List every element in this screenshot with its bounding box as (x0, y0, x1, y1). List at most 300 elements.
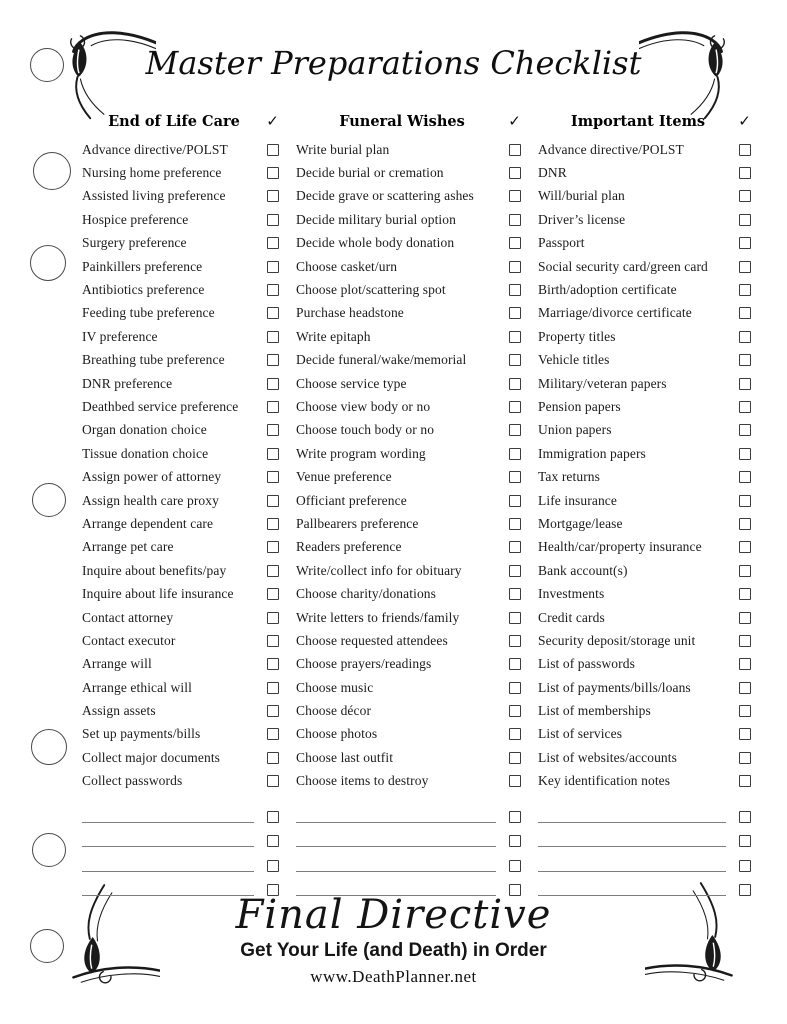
item-checkbox[interactable] (739, 167, 751, 179)
item-checkbox[interactable] (267, 237, 279, 249)
item-checkbox[interactable] (509, 518, 521, 530)
item-checkbox[interactable] (267, 811, 279, 823)
write-in-line[interactable] (82, 869, 254, 872)
checklist-row (82, 161, 279, 184)
item-label: Advance directive/POLST (82, 141, 228, 157)
brand-website: www.DeathPlanner.net (310, 967, 477, 986)
checklist-row (82, 185, 279, 208)
checklist-row (538, 770, 751, 793)
checklist-row (538, 185, 751, 208)
checklist-row (82, 325, 279, 348)
item-checkbox[interactable] (509, 284, 521, 296)
checklist-row (296, 138, 521, 161)
item-label: Assisted living preference (82, 188, 226, 204)
checklist-row (82, 582, 279, 605)
item-checkbox[interactable] (267, 190, 279, 202)
item-label: Contact executor (82, 632, 176, 648)
item-label: Officiant preference (296, 492, 407, 508)
checklist-row (296, 278, 521, 301)
write-in-row (538, 823, 751, 847)
item-checkbox[interactable] (739, 705, 751, 717)
item-checkbox[interactable] (509, 495, 521, 507)
item-label: Painkillers preference (82, 258, 203, 274)
checklist-row (538, 653, 751, 676)
item-label: Contact attorney (82, 609, 174, 625)
checklist-row (538, 536, 751, 559)
checklist-row (538, 489, 751, 512)
item-label: Breathing tube preference (82, 352, 225, 368)
checklist-row (82, 606, 279, 629)
checklist-row (296, 770, 521, 793)
item-checkbox[interactable] (739, 424, 751, 436)
item-label: Will/burial plan (538, 188, 625, 204)
checklist-row (538, 746, 751, 769)
item-checkbox[interactable] (267, 424, 279, 436)
write-in-row (538, 799, 751, 823)
item-label: List of services (538, 726, 623, 742)
item-checkbox[interactable] (267, 705, 279, 717)
item-checkbox[interactable] (739, 682, 751, 694)
checklist-row (538, 699, 751, 722)
item-checkbox[interactable] (267, 378, 279, 390)
item-label: Write letters to friends/family (296, 609, 460, 625)
item-checkbox[interactable] (739, 237, 751, 249)
item-label: DNR (538, 165, 567, 181)
column-header (538, 104, 751, 138)
item-label: DNR preference (82, 375, 173, 391)
column-header-label: Funeral Wishes (339, 112, 465, 130)
item-label: Choose items to destroy (296, 773, 429, 789)
checklist-row (296, 465, 521, 488)
checklist-row (538, 138, 751, 161)
checklist-row (296, 559, 521, 582)
item-checkbox[interactable] (739, 541, 751, 553)
item-checkbox[interactable] (739, 261, 751, 273)
item-checkbox[interactable] (739, 307, 751, 319)
item-checkbox[interactable] (267, 448, 279, 460)
write-in-line[interactable] (538, 844, 726, 847)
item-checkbox[interactable] (509, 635, 521, 647)
item-label: Social security card/green card (538, 258, 708, 274)
checklist-row (538, 372, 751, 395)
item-label: Tissue donation choice (82, 445, 209, 461)
item-label: Health/car/property insurance (538, 539, 702, 555)
item-checkbox[interactable] (267, 835, 279, 847)
item-checkbox[interactable] (509, 835, 521, 847)
checklist-row (82, 372, 279, 395)
checklist-row (538, 395, 751, 418)
checklist-columns (82, 104, 751, 896)
item-label: Credit cards (538, 609, 605, 625)
item-checkbox[interactable] (267, 612, 279, 624)
item-checkbox[interactable] (509, 752, 521, 764)
item-checkbox[interactable] (267, 565, 279, 577)
item-checkbox[interactable] (267, 541, 279, 553)
item-label: Readers preference (296, 539, 402, 555)
item-checkbox[interactable] (509, 214, 521, 226)
item-label: Decide whole body donation (296, 235, 455, 251)
column-header-label: Important Items (570, 112, 706, 130)
checklist-row (82, 278, 279, 301)
item-checkbox[interactable] (509, 541, 521, 553)
item-label: Decide military burial option (296, 211, 456, 227)
item-checkbox[interactable] (509, 682, 521, 694)
item-checkbox[interactable] (267, 144, 279, 156)
item-label: Assign power of attorney (82, 469, 222, 485)
item-checkbox[interactable] (509, 658, 521, 670)
checklist-row (296, 582, 521, 605)
item-checkbox[interactable] (509, 448, 521, 460)
item-label: Birth/adoption certificate (538, 282, 677, 298)
item-checkbox[interactable] (267, 331, 279, 343)
item-label: Nursing home preference (82, 165, 222, 181)
hole-punch-circle (31, 729, 67, 765)
checklist-row (296, 723, 521, 746)
item-label: Union papers (538, 422, 612, 438)
write-in-line[interactable] (296, 869, 496, 872)
item-label: List of payments/bills/loans (538, 679, 691, 695)
item-label: Decide grave or scattering ashes (296, 188, 474, 204)
item-checkbox[interactable] (509, 237, 521, 249)
item-label: Collect passwords (82, 773, 183, 789)
checklist-row (82, 302, 279, 325)
checklist-row (82, 699, 279, 722)
item-label: Choose requested attendees (296, 632, 448, 648)
item-label: Arrange pet care (82, 539, 174, 555)
checklist-column (538, 104, 751, 896)
item-checkbox[interactable] (509, 354, 521, 366)
checklist-row (296, 349, 521, 372)
hole-punch-circle (33, 152, 71, 190)
item-checkbox[interactable] (739, 495, 751, 507)
checklist-row (82, 138, 279, 161)
item-label: Mortgage/lease (538, 515, 623, 531)
item-label: Military/veteran papers (538, 375, 667, 391)
write-in-section (82, 799, 279, 896)
item-checkbox[interactable] (267, 775, 279, 787)
item-checkbox[interactable] (509, 775, 521, 787)
checklist-row (82, 723, 279, 746)
item-label: Deathbed service preference (82, 398, 239, 414)
checklist-row (296, 699, 521, 722)
item-checkbox[interactable] (509, 612, 521, 624)
item-label: Feeding tube preference (82, 305, 215, 321)
item-checkbox[interactable] (509, 190, 521, 202)
checklist-row (296, 442, 521, 465)
item-checkbox[interactable] (739, 565, 751, 577)
checklist-row (296, 536, 521, 559)
item-label: Arrange dependent care (82, 515, 214, 531)
item-label: Write epitaph (296, 328, 371, 344)
write-in-row (82, 823, 279, 847)
footer (0, 891, 787, 987)
checklist-row (296, 629, 521, 652)
item-checkbox[interactable] (509, 424, 521, 436)
item-checkbox[interactable] (267, 682, 279, 694)
checklist-row (82, 349, 279, 372)
item-checkbox[interactable] (509, 811, 521, 823)
checklist-row (82, 232, 279, 255)
item-checkbox[interactable] (739, 401, 751, 413)
item-checkbox[interactable] (267, 518, 279, 530)
checklist-row (82, 653, 279, 676)
item-label: Decide burial or cremation (296, 165, 444, 181)
checklist-row (296, 208, 521, 231)
item-label: Driver’s license (538, 211, 626, 227)
item-checkbox[interactable] (267, 401, 279, 413)
item-checkbox[interactable] (267, 495, 279, 507)
checklist-row (82, 629, 279, 652)
checklist-row (538, 606, 751, 629)
checklist-row (296, 255, 521, 278)
checklist-row (82, 465, 279, 488)
checklist-row (296, 419, 521, 442)
item-label: Choose plot/scattering spot (296, 282, 446, 298)
checklist-row (296, 372, 521, 395)
item-label: Choose view body or no (296, 398, 431, 414)
hole-punch-circle (30, 245, 66, 281)
item-label: Choose charity/donations (296, 586, 437, 602)
item-label: Assign health care proxy (82, 492, 219, 508)
item-label: Inquire about life insurance (82, 586, 234, 602)
checklist-row (82, 489, 279, 512)
item-label: Vehicle titles (538, 352, 610, 368)
item-label: Set up payments/bills (82, 726, 201, 742)
item-checkbox[interactable] (739, 471, 751, 483)
item-checkbox[interactable] (509, 401, 521, 413)
checklist-row (538, 349, 751, 372)
checklist-row (296, 746, 521, 769)
checklist-row (296, 606, 521, 629)
checklist-row (538, 723, 751, 746)
item-checkbox[interactable] (739, 518, 751, 530)
item-label: Collect major documents (82, 749, 221, 765)
checklist-row (82, 419, 279, 442)
item-label: Surgery preference (82, 235, 187, 251)
checklist-row (538, 419, 751, 442)
item-label: Property titles (538, 328, 616, 344)
item-label: List of memberships (538, 703, 651, 719)
checklist-row (296, 185, 521, 208)
column-header-label: End of Life Care (108, 112, 240, 130)
checklist-row (538, 442, 751, 465)
item-checkbox[interactable] (739, 214, 751, 226)
item-checkbox[interactable] (509, 728, 521, 740)
item-checkbox[interactable] (267, 658, 279, 670)
item-label: Arrange ethical will (82, 679, 192, 695)
item-label: Key identification notes (538, 773, 671, 789)
item-checkbox[interactable] (509, 860, 521, 872)
item-checkbox[interactable] (739, 612, 751, 624)
brand-logo: Final Directive (235, 892, 552, 938)
item-checkbox[interactable] (267, 284, 279, 296)
item-checkbox[interactable] (509, 565, 521, 577)
item-checkbox[interactable] (267, 728, 279, 740)
write-in-line[interactable] (538, 820, 726, 823)
item-checkbox[interactable] (267, 635, 279, 647)
checklist-row (296, 302, 521, 325)
item-label: Write/collect info for obituary (296, 562, 462, 578)
item-checkbox[interactable] (267, 214, 279, 226)
item-label: Bank account(s) (538, 562, 628, 578)
write-in-row (82, 799, 279, 823)
write-in-row (296, 823, 521, 847)
write-in-row (296, 799, 521, 823)
item-label: Arrange will (82, 656, 152, 672)
checklist-row (538, 232, 751, 255)
checklist-row (538, 302, 751, 325)
item-label: Write burial plan (296, 141, 390, 157)
item-checkbox[interactable] (739, 811, 751, 823)
item-label: Choose décor (296, 703, 372, 719)
item-label: Choose music (296, 679, 374, 695)
item-label: Choose casket/urn (296, 258, 398, 274)
item-checkbox[interactable] (509, 705, 521, 717)
checklist-row (538, 278, 751, 301)
item-checkbox[interactable] (267, 860, 279, 872)
item-label: Passport (538, 235, 585, 251)
checklist-row (82, 395, 279, 418)
checklist-row (538, 676, 751, 699)
item-label: Inquire about benefits/pay (82, 562, 227, 578)
item-label: Marriage/divorce certificate (538, 305, 692, 321)
item-checkbox[interactable] (267, 307, 279, 319)
item-checkbox[interactable] (739, 190, 751, 202)
checklist-row (538, 559, 751, 582)
item-label: Choose photos (296, 726, 378, 742)
item-checkbox[interactable] (509, 261, 521, 273)
checklist-row (538, 208, 751, 231)
header-checkmark-icon: ✓ (738, 112, 751, 130)
item-checkbox[interactable] (739, 144, 751, 156)
checklist-row (296, 232, 521, 255)
item-checkbox[interactable] (739, 775, 751, 787)
item-label: Antibiotics preference (82, 282, 205, 298)
checklist-row (538, 629, 751, 652)
item-label: Life insurance (538, 492, 617, 508)
write-in-row (296, 847, 521, 871)
item-checkbox[interactable] (739, 835, 751, 847)
item-label: Purchase headstone (296, 305, 404, 321)
checklist-row (82, 770, 279, 793)
item-label: Advance directive/POLST (538, 141, 684, 157)
item-checkbox[interactable] (509, 378, 521, 390)
checklist-row (296, 653, 521, 676)
column-header (82, 104, 279, 138)
item-label: Tax returns (538, 469, 601, 485)
write-in-line[interactable] (296, 820, 496, 823)
write-in-line[interactable] (538, 869, 726, 872)
item-label: Assign assets (82, 703, 156, 719)
column-header (296, 104, 521, 138)
item-checkbox[interactable] (509, 144, 521, 156)
item-checkbox[interactable] (509, 331, 521, 343)
item-label: Immigration papers (538, 445, 646, 461)
hole-punch-circle (32, 833, 66, 867)
checklist-row (538, 512, 751, 535)
write-in-row (82, 847, 279, 871)
item-label: List of passwords (538, 656, 635, 672)
checklist-row (538, 582, 751, 605)
item-checkbox[interactable] (739, 728, 751, 740)
checklist-row (82, 536, 279, 559)
checklist-row (296, 489, 521, 512)
header-checkmark-icon: ✓ (508, 112, 521, 130)
item-checkbox[interactable] (739, 354, 751, 366)
checklist-row (82, 746, 279, 769)
write-in-row (538, 847, 751, 871)
item-checkbox[interactable] (739, 448, 751, 460)
item-label: Choose last outfit (296, 749, 394, 765)
item-checkbox[interactable] (509, 588, 521, 600)
checklist-row (82, 442, 279, 465)
item-checkbox[interactable] (267, 261, 279, 273)
item-checkbox[interactable] (267, 167, 279, 179)
item-checkbox[interactable] (267, 588, 279, 600)
item-label: Organ donation choice (82, 422, 207, 438)
checklist-row (82, 559, 279, 582)
checklist-row (538, 161, 751, 184)
header-checkmark-icon: ✓ (266, 112, 279, 130)
item-checkbox[interactable] (509, 167, 521, 179)
write-in-section (538, 799, 751, 896)
write-in-line[interactable] (296, 844, 496, 847)
write-in-line[interactable] (82, 820, 254, 823)
checklist-row (538, 325, 751, 348)
write-in-line[interactable] (82, 844, 254, 847)
item-label: Security deposit/storage unit (538, 632, 696, 648)
checklist-row (538, 255, 751, 278)
item-checkbox[interactable] (739, 588, 751, 600)
item-label: Choose service type (296, 375, 407, 391)
item-checkbox[interactable] (739, 658, 751, 670)
hole-punch-circle (32, 483, 66, 517)
checklist-column (296, 104, 521, 896)
checklist-row (538, 465, 751, 488)
item-checkbox[interactable] (739, 331, 751, 343)
item-label: Pension papers (538, 398, 621, 414)
item-checkbox[interactable] (739, 860, 751, 872)
checklist-row (296, 512, 521, 535)
brand-tagline: Get Your Life (and Death) in Order (240, 940, 547, 961)
checklist-row (296, 161, 521, 184)
item-label: Choose touch body or no (296, 422, 435, 438)
checklist-row (296, 676, 521, 699)
item-checkbox[interactable] (509, 307, 521, 319)
item-checkbox[interactable] (267, 471, 279, 483)
checklist-column (82, 104, 279, 896)
checklist-row (296, 395, 521, 418)
item-checkbox[interactable] (267, 354, 279, 366)
write-in-section (296, 799, 521, 896)
item-checkbox[interactable] (739, 378, 751, 390)
item-label: List of websites/accounts (538, 749, 677, 765)
item-label: IV preference (82, 328, 158, 344)
item-checkbox[interactable] (509, 471, 521, 483)
checklist-row (82, 676, 279, 699)
item-checkbox[interactable] (267, 752, 279, 764)
checklist-row (296, 325, 521, 348)
item-checkbox[interactable] (739, 752, 751, 764)
item-label: Decide funeral/wake/memorial (296, 352, 467, 368)
item-label: Investments (538, 586, 605, 602)
item-label: Venue preference (296, 469, 392, 485)
item-label: Pallbearers preference (296, 515, 419, 531)
item-checkbox[interactable] (739, 635, 751, 647)
checklist-row (82, 255, 279, 278)
item-checkbox[interactable] (739, 284, 751, 296)
item-label: Hospice preference (82, 211, 189, 227)
